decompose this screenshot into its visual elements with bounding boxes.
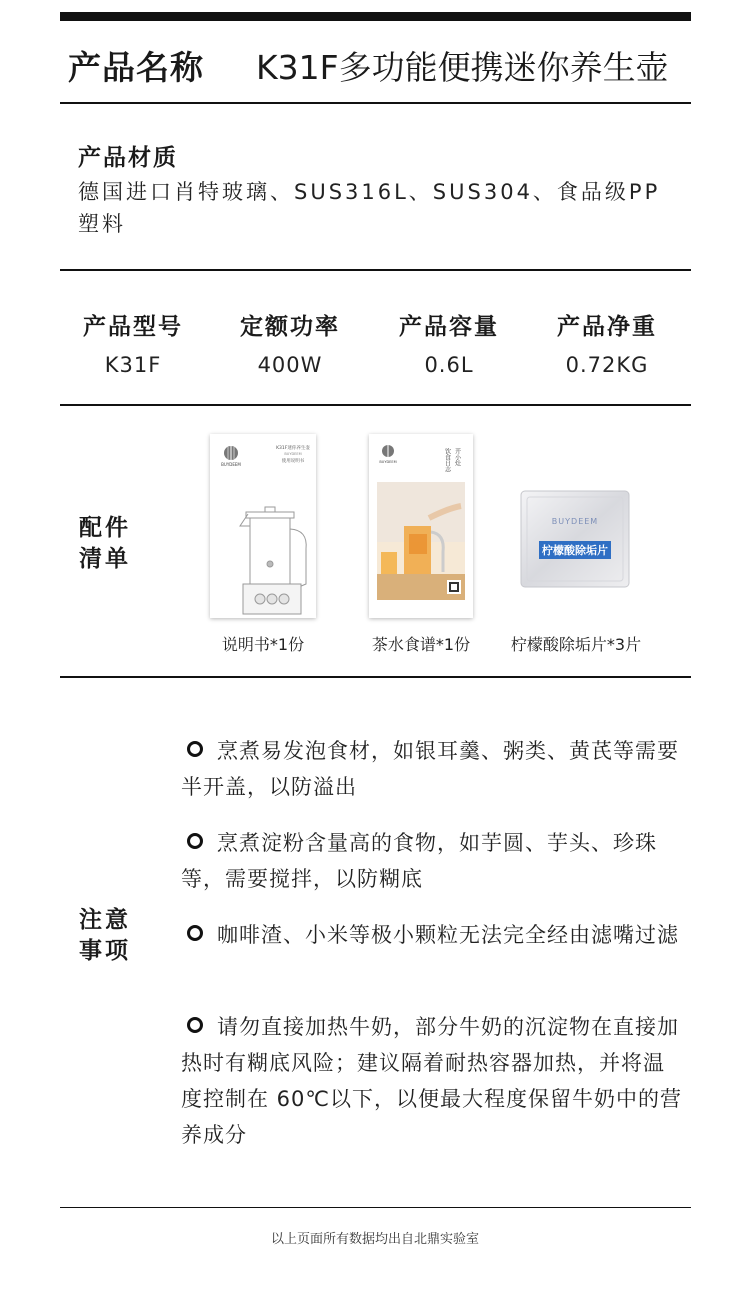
top-bar (60, 12, 691, 21)
notes-label-line2: 事项 (79, 938, 131, 964)
manual-card (210, 434, 316, 618)
recipe-card (369, 434, 473, 618)
accessory-caption: 柠檬酸除垢片*3片 (510, 635, 642, 654)
manual-line1: BUYDEEM (284, 452, 302, 456)
product-name-label: 产品名称 (68, 48, 204, 87)
kettle-icon (240, 507, 306, 614)
bullet-circle-icon (187, 925, 203, 941)
notes-label (79, 905, 131, 967)
spec-value: 400W (257, 353, 323, 377)
recipe-title-col2: 开小灶 (453, 448, 461, 466)
manual-title: K31F迷你养生壶 (276, 446, 310, 451)
spec-value: K31F (104, 353, 162, 377)
divider (60, 102, 691, 104)
divider (60, 1207, 691, 1208)
accessories-label-line2: 清单 (79, 546, 131, 572)
bullet-circle-icon (187, 741, 203, 757)
accessory-caption: 茶水食谱*1份 (371, 635, 471, 654)
manual-line2: 使用说明书 (281, 459, 305, 464)
footer-note: 以上页面所有数据均出自北鼎实验室 (270, 1232, 479, 1247)
divider (60, 269, 691, 271)
product-name-value: K31F多功能便携迷你养生壶 (256, 48, 669, 87)
note-item (181, 917, 686, 953)
accessories-label (79, 513, 131, 575)
material-label: 产品材质 (78, 145, 178, 171)
spec-weight (527, 308, 687, 377)
spec-value: 0.72KG (565, 353, 649, 377)
spec-model (53, 308, 213, 377)
divider (60, 404, 691, 406)
note-text: 烹煮淀粉含量高的食物，如芋圆、芋头、珍珠等，需要搅拌，以防糊底 (181, 831, 657, 891)
note-item (181, 733, 686, 805)
accessories-label-line1: 配件 (79, 515, 131, 541)
spec-value: 0.6L (424, 353, 474, 377)
packet-label: 柠檬酸除垢片 (542, 544, 608, 557)
manual-brand: BUYDEEM (221, 462, 241, 467)
recipe-title-col1: 饮食日志 (443, 448, 451, 472)
spec-label: 产品型号 (83, 314, 183, 340)
material-value: 德国进口肖特玻璃、SUS316L、SUS304、食品级PP塑料 (78, 180, 661, 236)
spec-label: 产品容量 (399, 314, 499, 340)
note-text: 请勿直接加热牛奶，部分牛奶的沉淀物在直接加热时有糊底风险；建议隔着耐热容器加热，并将温度控制在 60℃以下，以便最大程度保留牛奶中的营养成分 (181, 1015, 682, 1147)
spec-label: 定额功率 (240, 314, 340, 340)
spec-power (210, 308, 370, 377)
descaling-packet (519, 489, 631, 589)
note-item (181, 1009, 686, 1153)
recipe-illustration (369, 434, 473, 618)
spec-capacity (369, 308, 529, 377)
note-text: 烹煮易发泡食材，如银耳羹、粥类、黄芪等需要半开盖，以防溢出 (181, 739, 679, 799)
bullet-circle-icon (187, 1017, 203, 1033)
packet-brand: BUYDEEM (551, 517, 599, 526)
note-item (181, 825, 686, 897)
note-text: 咖啡渣、小米等极小颗粒无法完全经由滤嘴过滤 (217, 923, 679, 947)
accessory-caption: 说明书*1份 (221, 635, 305, 654)
divider (60, 676, 691, 678)
bullet-circle-icon (187, 833, 203, 849)
recipe-brand: BUYDEEM (379, 460, 397, 464)
spec-label: 产品净重 (557, 314, 657, 340)
manual-illustration (210, 434, 316, 618)
notes-label-line1: 注意 (79, 907, 131, 933)
